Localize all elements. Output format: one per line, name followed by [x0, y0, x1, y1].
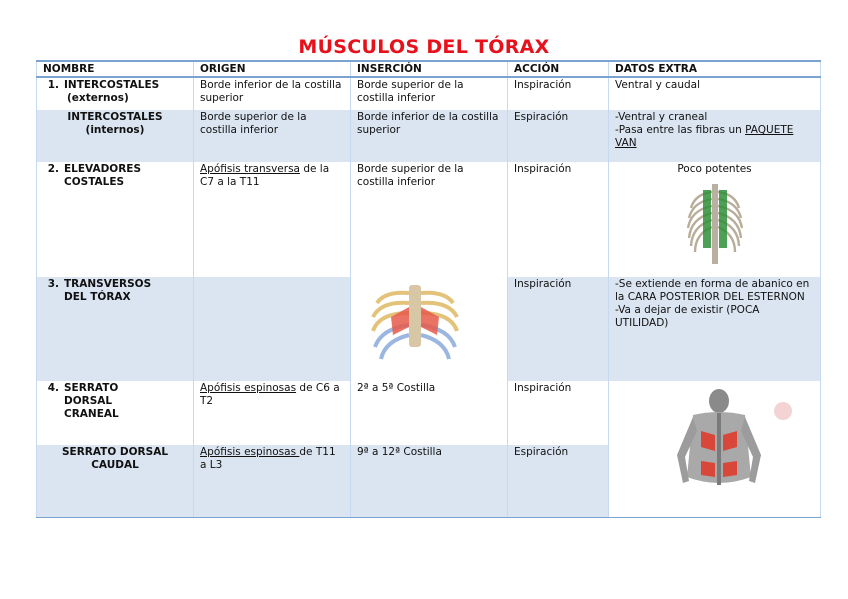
table-row [37, 162, 821, 277]
row-number: 4. [47, 382, 59, 394]
cell-datos [609, 162, 821, 277]
cell-nombre [37, 445, 194, 517]
table-row [37, 110, 821, 162]
cell-nombre [37, 77, 194, 110]
table-row [37, 77, 821, 110]
origen-rest: de T11 a L3 [200, 446, 336, 471]
cell-accion: Espiración [508, 445, 609, 517]
datos-line: -Ventral y craneal [615, 111, 708, 123]
cell-origen [194, 277, 351, 381]
muscle-name: TRANSVERSOS [64, 278, 152, 290]
cell-accion: Espiración [508, 110, 609, 162]
paquete-van-link: PAQUETE VAN [615, 124, 794, 149]
header-insercion: INSERCIÓN [351, 61, 508, 77]
cell-origen [194, 445, 351, 517]
muscle-name-cont: COSTALES [64, 176, 125, 188]
cell-datos [609, 381, 821, 517]
cell-insercion: Borde superior de la costilla inferior [351, 162, 508, 277]
cell-datos [609, 277, 821, 381]
muscle-name: ELEVADORES [64, 163, 142, 175]
header-origen: ORIGEN [194, 61, 351, 77]
origen-underlined: Apófisis espinosas [200, 446, 300, 458]
cell-origen: Borde inferior de la costilla superior [194, 77, 351, 110]
cell-nombre [37, 162, 194, 277]
cell-accion: Inspiración [508, 77, 609, 110]
cell-insercion: 9ª a 12ª Costilla [351, 445, 508, 517]
cell-insercion [351, 277, 508, 381]
page-title: MÚSCULOS DEL TÓRAX [298, 36, 550, 58]
cell-insercion: Borde superior de la costilla inferior [351, 77, 508, 110]
cell-accion: Inspiración [508, 381, 609, 445]
cell-accion: Inspiración [508, 162, 609, 277]
datos-line: -Se extiende en forma de abanico en la CARA POSTERIOR DEL ESTERNON [615, 278, 810, 303]
muscle-name-cont: CRANEAL [64, 408, 119, 420]
datos-line: Poco potentes [677, 163, 752, 175]
origen-underlined: Apófisis espinosas [200, 382, 297, 394]
cell-nombre [37, 381, 194, 445]
row-number: 3. [47, 278, 59, 290]
header-row [37, 61, 821, 77]
datos-line: -Va a dejar de existir (POCA UTILIDAD) [615, 304, 760, 329]
muscle-name-cont: DEL TÓRAX [64, 291, 131, 303]
table-row [37, 277, 821, 381]
muscle-name-qualifier: (externos) [67, 92, 129, 104]
muscles-table [36, 60, 821, 518]
header-nombre: NOMBRE [37, 61, 194, 77]
cell-origen: Borde superior de la costilla inferior [194, 110, 351, 162]
header-datos-extra: DATOS EXTRA [609, 61, 821, 77]
muscle-name-cont: CAUDAL [91, 459, 139, 471]
muscle-name-qualifier: (internos) [85, 124, 145, 136]
sternum-illustration [351, 277, 479, 381]
header-accion: ACCIÓN [508, 61, 609, 77]
muscle-name: INTERCOSTALES [67, 111, 163, 123]
muscle-name: SERRATO [64, 382, 119, 394]
cell-accion: Inspiración [508, 277, 609, 381]
cell-insercion: 2ª a 5ª Costilla [351, 381, 508, 445]
row-number: 1. [47, 79, 59, 91]
cell-insercion: Borde inferior de la costilla superior [351, 110, 508, 162]
cell-datos: Ventral y caudal [609, 77, 821, 110]
back-muscles-illustration [609, 381, 821, 515]
cell-nombre [37, 277, 194, 381]
rib-cage-illustration [683, 182, 747, 266]
muscle-name-cont: DORSAL [64, 395, 113, 407]
cell-origen [194, 381, 351, 445]
table-row [37, 381, 821, 445]
cell-datos [609, 110, 821, 162]
datos-line: -Pasa entre las fibras un [615, 124, 746, 136]
origen-rest: de C6 a T2 [200, 382, 340, 407]
muscle-name: SERRATO DORSAL [61, 446, 169, 458]
muscle-name: INTERCOSTALES [64, 79, 160, 91]
cell-nombre [37, 110, 194, 162]
row-number: 2. [47, 163, 59, 175]
origen-rest: de la C7 a la T11 [200, 163, 330, 188]
cell-origen [194, 162, 351, 277]
origen-underlined: Apófisis transversa [200, 163, 300, 175]
